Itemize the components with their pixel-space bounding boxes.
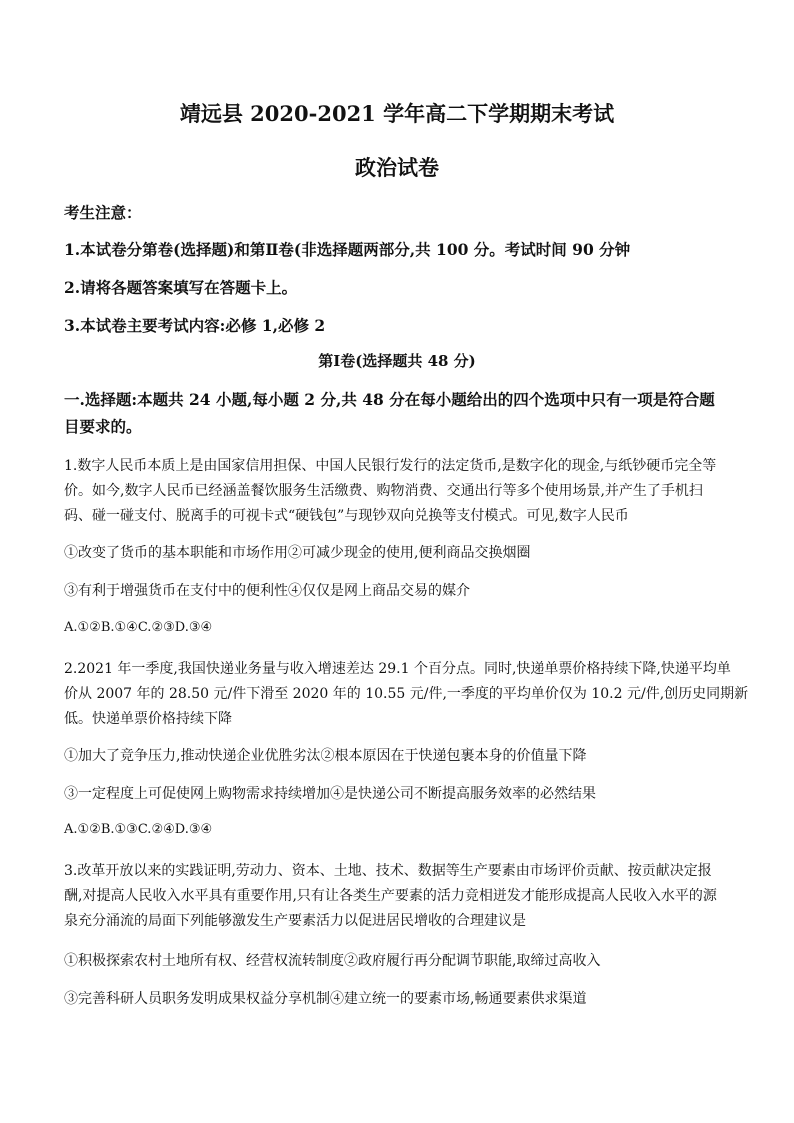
question-2-stem-line-2: 价从 2007 年的 28.50 元/件下滑至 2020 年的 10.55 元/件,一季度的平均单价仅为 10.2 元/件,创历史同期新 — [64, 686, 749, 702]
exam-subtitle: 政治试卷 — [355, 155, 439, 180]
notice-heading: 考生注意： — [64, 203, 142, 222]
question-1-stem-line-1: 1.数字人民币本质上是由国家信用担保、中国人民银行发行的法定货币,是数字化的现金,与纸钞硬币完全等 — [64, 458, 717, 474]
notice-item-1: 1.本试卷分第卷(选择题)和第Ⅱ卷(非选择题两部分,共 100 分。考试时间 90 分钟 — [64, 240, 631, 259]
question-1-stem-line-3: 码、碰一碰支付、脱离手的可视卡式“硬钱包”与现钞双向兑换等支付模式。可见,数字人民币 — [64, 508, 629, 524]
question-3-stem-line-2: 酬,对提高人民收入水平具有重要作用,只有让各类生产要素的活力竞相迸发才能形成提高人民收入水平的源 — [64, 888, 717, 904]
question-1-stem-line-2: 价。如今,数字人民币已经涵盖餐饮服务生活缴费、购物消费、交通出行等多个使用场景,并产生了手机扫 — [64, 483, 703, 499]
section-instruction-line-1: 一.选择题:本题共 24 小题,每小题 2 分,共 48 分在每小题给出的四个选项中只有一项是符合题 — [64, 390, 715, 409]
question-2-stem-line-3: 低。快递单票价格持续下降 — [64, 711, 232, 727]
question-2-options: A.①②B.①③C.②④D.③④ — [64, 822, 213, 837]
notice-item-2: 2.请将各题答案填写在答题卡上。 — [64, 278, 298, 297]
question-2-stem-line-1: 2.2021 年一季度,我国快递业务量与收入增速差达 29.1 个百分点。同时,快递单票价格持续下降,快递平均单 — [64, 661, 731, 677]
question-3-stem-line-3: 泉充分涌流的局面下列能够激发生产要素活力以促进居民增收的合理建议是 — [64, 913, 526, 929]
question-2-statement-2: ③一定程度上可促使网上购物需求持续增加④是快递公司不断提高服务效率的必然结果 — [64, 786, 596, 802]
question-3-stem-line-1: 3.改革开放以来的实践证明,劳动力、资本、土地、技术、数据等生产要素由市场评价贡献、按贡献决定报 — [64, 863, 712, 879]
notice-item-3: 3.本试卷主要考试内容:必修 1,必修 2 — [64, 316, 326, 335]
question-1-statement-2: ③有利于增强货币在支付中的便利性④仅仅是网上商品交易的媒介 — [64, 583, 470, 599]
question-2-statement-1: ①加大了竞争压力,推动快递企业优胜劣汰②根本原因在于快递包裹本身的价值量下降 — [64, 748, 587, 764]
section-title: 第Ⅰ卷(选择题共 48 分) — [318, 352, 476, 370]
section-instruction-line-2: 目要求的。 — [64, 417, 142, 436]
exam-title: 靖远县 2020-2021 学年高二下学期期末考试 — [179, 101, 615, 126]
question-1-statement-1: ①改变了货币的基本职能和市场作用②可减少现金的使用,便利商品交换烟圈 — [64, 545, 531, 561]
question-3-statement-2: ③完善科研人员职务发明成果权益分享机制④建立统一的要素市场,畅通要素供求渠道 — [64, 991, 587, 1007]
question-1-options: A.①②B.①④C.②③D.③④ — [64, 620, 213, 635]
question-3-statement-1: ①积极探索农村土地所有权、经营权流转制度②政府履行再分配调节职能,取缔过高收入 — [64, 953, 601, 969]
